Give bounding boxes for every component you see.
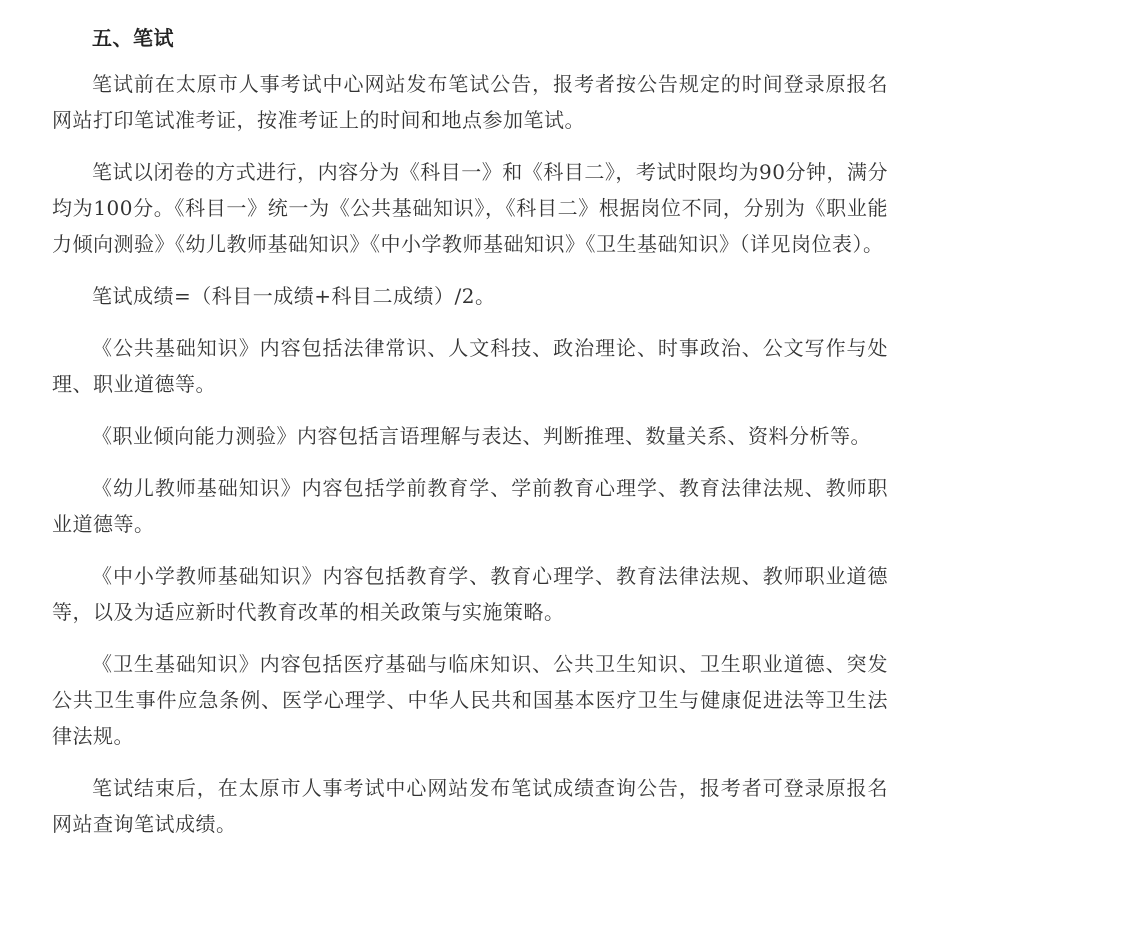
paragraph-public-knowledge: 《公共基础知识》内容包括法律常识、人文科技、政治理论、时事政治、公文写作与处理、职业道德等。 [52, 336, 888, 396]
paragraph-score-formula: 笔试成绩=（科目一成绩+科目二成绩）/2。 [92, 284, 496, 308]
paragraph-score-query: 笔试结束后，在太原市人事考试中心网站发布笔试成绩查询公告，报考者可登录原报名网站查询笔试成绩。 [52, 776, 888, 836]
paragraph-preschool-teacher: 《幼儿教师基础知识》内容包括学前教育学、学前教育心理学、教育法律法规、教师职业道德等。 [52, 476, 888, 536]
article-body [52, 20, 888, 858]
paragraph-health-knowledge: 《卫生基础知识》内容包括医疗基础与临床知识、公共卫生知识、卫生职业道德、突发公共卫生事件应急条例、医学心理学、中华人民共和国基本医疗卫生与健康促进法等卫生法律法规。 [52, 652, 888, 748]
paragraph-school-teacher: 《中小学教师基础知识》内容包括教育学、教育心理学、教育法律法规、教师职业道德等，以及为适应新时代教育改革的相关政策与实施策略。 [52, 564, 888, 624]
paragraph-aptitude-test: 《职业倾向能力测验》内容包括言语理解与表达、判断推理、数量关系、资料分析等。 [92, 424, 871, 448]
section-heading: 五、笔试 [92, 26, 174, 50]
paragraph-announcement: 笔试前在太原市人事考试中心网站发布笔试公告，报考者按公告规定的时间登录原报名网站打印笔试准考证，按准考证上的时间和地点参加笔试。 [52, 72, 888, 132]
paragraph-exam-format: 笔试以闭卷的方式进行，内容分为《科目一》和《科目二》，考试时限均为90分钟，满分均为100分。《科目一》统一为《公共基础知识》，《科目二》根据岗位不同，分别为《职业能力倾向测验》《幼儿教师基础知识》《中小学教师基础知识》《卫生基础知识》（详见岗位表）。 [52, 160, 888, 256]
